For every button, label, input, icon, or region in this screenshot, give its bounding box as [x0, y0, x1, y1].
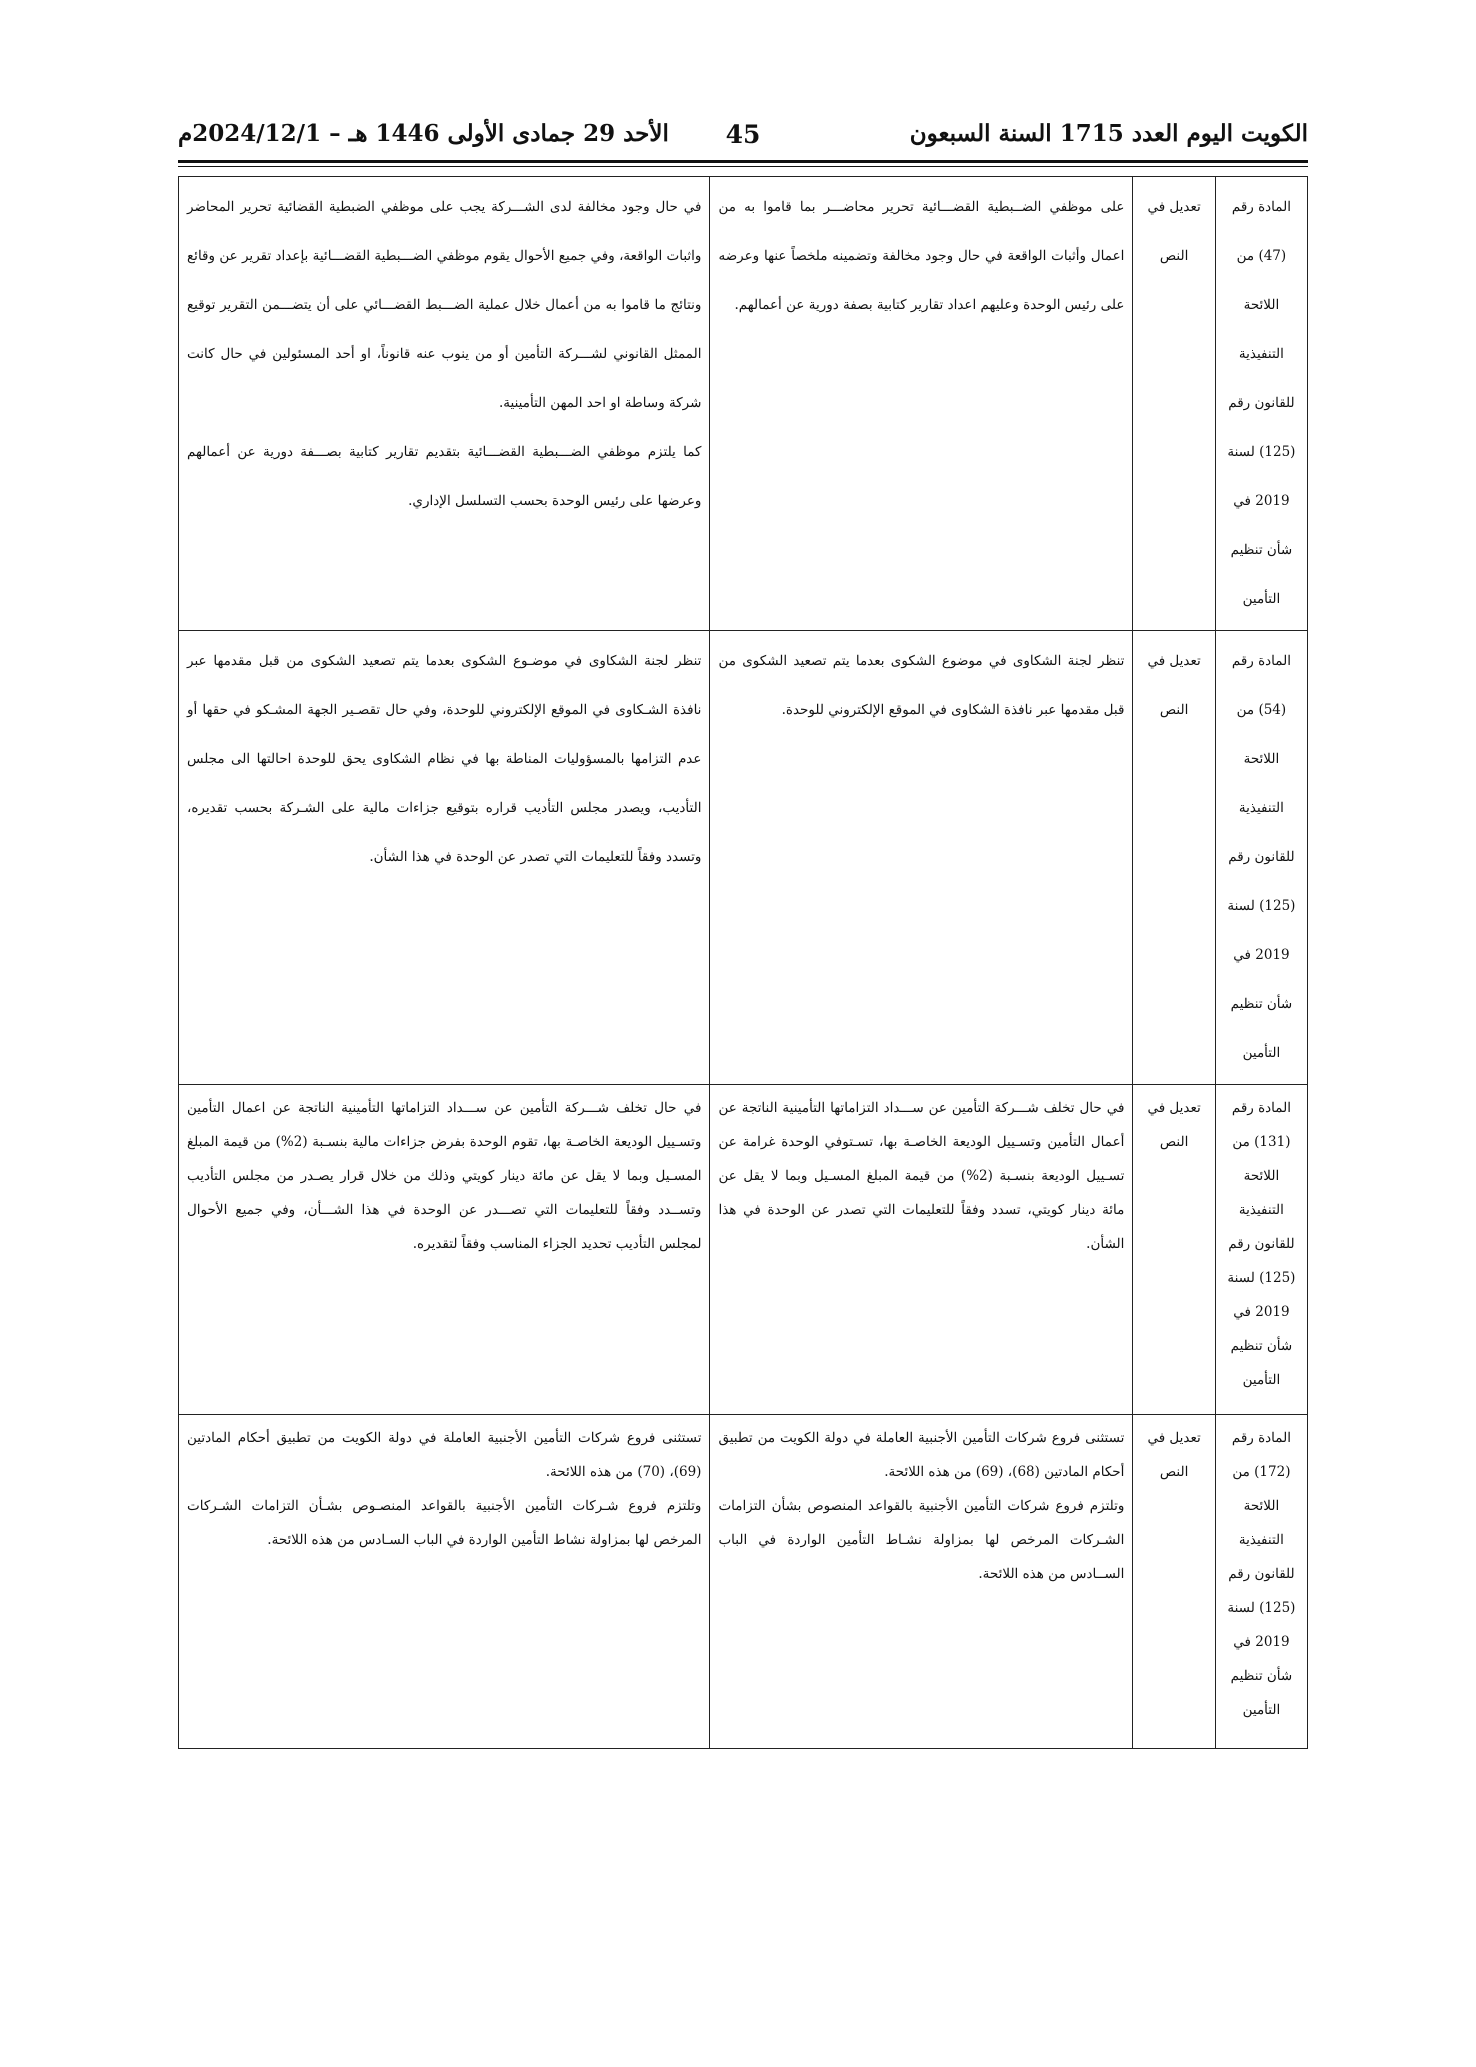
header-rule-thick: [178, 160, 1308, 163]
change-type-cell: تعديل في النص: [1133, 177, 1215, 631]
table-row: [179, 177, 1308, 631]
article-cell: المادة رقم (172) من اللائحة التنفيذية للقانون رقم (125) لسنة 2019 في شأن تنظيم التأمين: [1215, 1415, 1307, 1749]
change-type-cell: تعديل في النص: [1133, 1085, 1215, 1415]
table-row: [179, 1415, 1308, 1749]
new-text-cell: في حال تخلف شـــركة التأمين عن ســـداد التزاماتها التأمينية الناتجة عن اعمال التأمين وتسـييل الوديعة الخاصـة بها، تقوم الوحدة بفرض جزاءات مالية بنسـبة (2%) من قيمة المبلغ المسـيل وبما لا يقل عن مائة دينار كويتي وذلك من خلال قرار يصـدر من مجلس التأديب وتســدد وفقاً للتعليمات التي تصـــدر عن الوحدة في هذا الشـــأن، وفي جميع الأحوال لمجلس التأديب تحديد الجزاء المناسب وفقاً لتقديره.: [179, 1085, 710, 1415]
new-text-cell: تنظر لجنة الشكاوى في موضـوع الشكوى بعدما يتم تصعيد الشكوى من قبل مقدمها عبر نافذة الشـكاوى في الموقع الإلكتروني للوحدة، وفي حال تقصـير الجهة المشـكو في حقها أو عدم التزامها بالمسؤوليات المناطة بها في نظام الشكاوى يحق للوحدة احالتها الى مجلس التأديب، ويصدر مجلس التأديب قراره بتوقيع جزاءات مالية على الشـركة بحسب تقديره، وتسدد وفقاً للتعليمات التي تصدر عن الوحدة في هذا الشأن.: [179, 631, 710, 1085]
article-cell: المادة رقم (47) من اللائحة التنفيذية للقانون رقم (125) لسنة 2019 في شأن تنظيم التأمين: [1215, 177, 1307, 631]
table-row: [179, 631, 1308, 1085]
header-rule-thin: [178, 166, 1308, 167]
change-type-cell: تعديل في النص: [1133, 631, 1215, 1085]
old-text-cell: تنظر لجنة الشكاوى في موضوع الشكوى بعدما يتم تصعيد الشكوى من قبل مقدمها عبر نافذة الشكاوى في الموقع الإلكتروني للوحدة.: [710, 631, 1133, 1085]
page-number: 45: [725, 120, 761, 149]
gazette-issue: الكويت اليوم العدد 1715 السنة السبعون: [909, 120, 1308, 147]
table-row: [179, 1085, 1308, 1415]
new-text-cell: تستثنى فروع شركات التأمين الأجنبية العاملة في دولة الكويت من تطبيق أحكام المادتين (69)، (70) من هذه اللائحة. وتلتزم فروع شـركات التأمين الأجنبية بالقواعد المنصـوص بشـأن التزامات الشـركات المرخص لها بمزاولة نشاط التأمين الواردة في الباب السـادس من هذه اللائحة.: [179, 1415, 710, 1749]
old-text-cell: تستثنى فروع شركات التأمين الأجنبية العاملة في دولة الكويت من تطبيق أحكام المادتين (68)، (69) من هذه اللائحة. وتلتزم فروع شركات التأمين الأجنبية بالقواعد المنصوص بشأن التزامات الشـركات المرخص لها بمزاولة نشـاط التأمين الواردة في الباب الســادس من هذه اللائحة.: [710, 1415, 1133, 1749]
old-text-cell: في حال تخلف شـــركة التأمين عن ســـداد التزاماتها التأمينية الناتجة عن أعمال التأمين وتسـييل الوديعة الخاصـة بها، تسـتوفي الوحدة غرامة عن تسـييل الوديعة بنسـبة (2%) من قيمة المبلغ المسـيل وبما لا يقل عن مائة دينار كويتي، تسدد وفقاً للتعليمات التي تصدر عن الوحدة في هذا الشأن.: [710, 1085, 1133, 1415]
change-type-cell: تعديل في النص: [1133, 1415, 1215, 1749]
article-cell: المادة رقم (131) من اللائحة التنفيذية للقانون رقم (125) لسنة 2019 في شأن تنظيم التأمين: [1215, 1085, 1307, 1415]
amendments-table: [178, 176, 1308, 1749]
new-text-cell: في حال وجود مخالفة لدى الشـــركة يجب على موظفي الضبطية القضائية تحرير المحاضر واثبات الواقعة، وفي جميع الأحوال يقوم موظفي الضـــبطية القضـــائية بإعداد تقرير عن وقائع ونتائج ما قاموا به من أعمال خلال عملية الضـــبط القضـــائي على أن يتضـــمن التقرير توقيع الممثل القانوني لشـــركة التأمين أو من ينوب عنه قانوناً، او أحد المسئولين في حال كانت شركة وساطة او احد المهن التأمينية. كما يلتزم موظفي الضـــبطية القضـــائية بتقديم تقارير كتابية بصـــفة دورية عن أعمالهم وعرضها على رئيس الوحدة بحسب التسلسل الإداري.: [179, 177, 710, 631]
page-header: [178, 120, 1308, 156]
article-cell: المادة رقم (54) من اللائحة التنفيذية للقانون رقم (125) لسنة 2019 في شأن تنظيم التأمين: [1215, 631, 1307, 1085]
issue-date: الأحد 29 جمادى الأولى 1446 هـ – 2024/12/1م: [178, 120, 669, 147]
old-text-cell: على موظفي الضــبطية القضـــائية تحرير محاضـــر بما قاموا به من اعمال وأثبات الواقعة في حال وجود مخالفة وتضمينه ملخصاً عنها وعرضه على رئيس الوحدة وعليهم اعداد تقارير كتابية بصفة دورية عن أعمالهم.: [710, 177, 1133, 631]
